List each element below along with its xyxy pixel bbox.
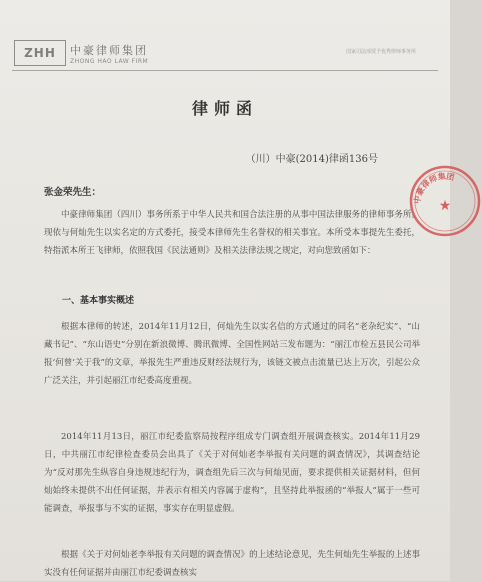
body-paragraph: 根据《关于对何灿老李举报有关问题的调查情况》的上述结论意见，先生何灿先生举报的上述事实没有任何证据并由丽江市纪委调查核实	[44, 550, 420, 578]
header-divider	[12, 70, 438, 71]
intro-paragraph: 中豪律师集团（四川）事务所系于中华人民共和国合法注册的从事中国法律服务的律师事务所。现依与何灿先生以实名定的方式委托，接受本律师先生名誉权的相关事宜。本所受本事提先生委托，特指派本所王飞律师，依照我国《民法通则》及相关法律法规之规定，对向您致函如下：	[44, 210, 420, 256]
body-paragraph: 2014年11月13日，丽江市纪委监察局按程序组成专门调查组开展调查核实。2014年11月29日，中共丽江市纪律检查委员会出具了《关于对何灿老李举报有关问题的调查情况》，其调查结论为“反对那先生纵容自身违规违纪行为，调查组先后三次与何灿见面，要求提供相关证据材料，但何灿始终未提供不出任何证据，并表示有相关内容属于虚构”，且坚持此举报函的“举报人”属于一些可能调查，举报事与不实的证据，事实存在明显虚假。	[44, 432, 420, 514]
seal-star-icon: ★	[438, 198, 452, 214]
red-seal-stamp	[408, 164, 482, 238]
header-right-text: 国家司法部授予优秀律师事务所	[345, 49, 416, 55]
company-name-en: ZHONG HAO LAW FIRM	[70, 58, 149, 65]
document-number: （川）中豪(2014)律函136号	[245, 154, 378, 165]
company-name-cn: 中豪律师集团	[70, 44, 148, 57]
letter-title: 律师函	[191, 99, 258, 118]
addressee: 张金荣先生：	[44, 187, 102, 198]
company-logo: ZHH	[14, 40, 66, 66]
seal-text: 中豪律师集团	[412, 171, 456, 205]
section-heading: 一、基本事实概述	[62, 296, 135, 306]
body-paragraph: 根据本律师的转述，2014年11月12日，何灿先生以实名信的方式通过的同名“老杂纪实”、“山藏书记”、“东山语史”分别在新浪微博、腾讯微博、全国性网站三发布题为：“丽江市检五县民公司举报‘何曾’关于我”的文章，举报先生严重违反财经法规行为，该链文被点击流量已达上万次，引起公众广泛关注，并引起丽江市纪委高度重视。	[44, 322, 420, 386]
